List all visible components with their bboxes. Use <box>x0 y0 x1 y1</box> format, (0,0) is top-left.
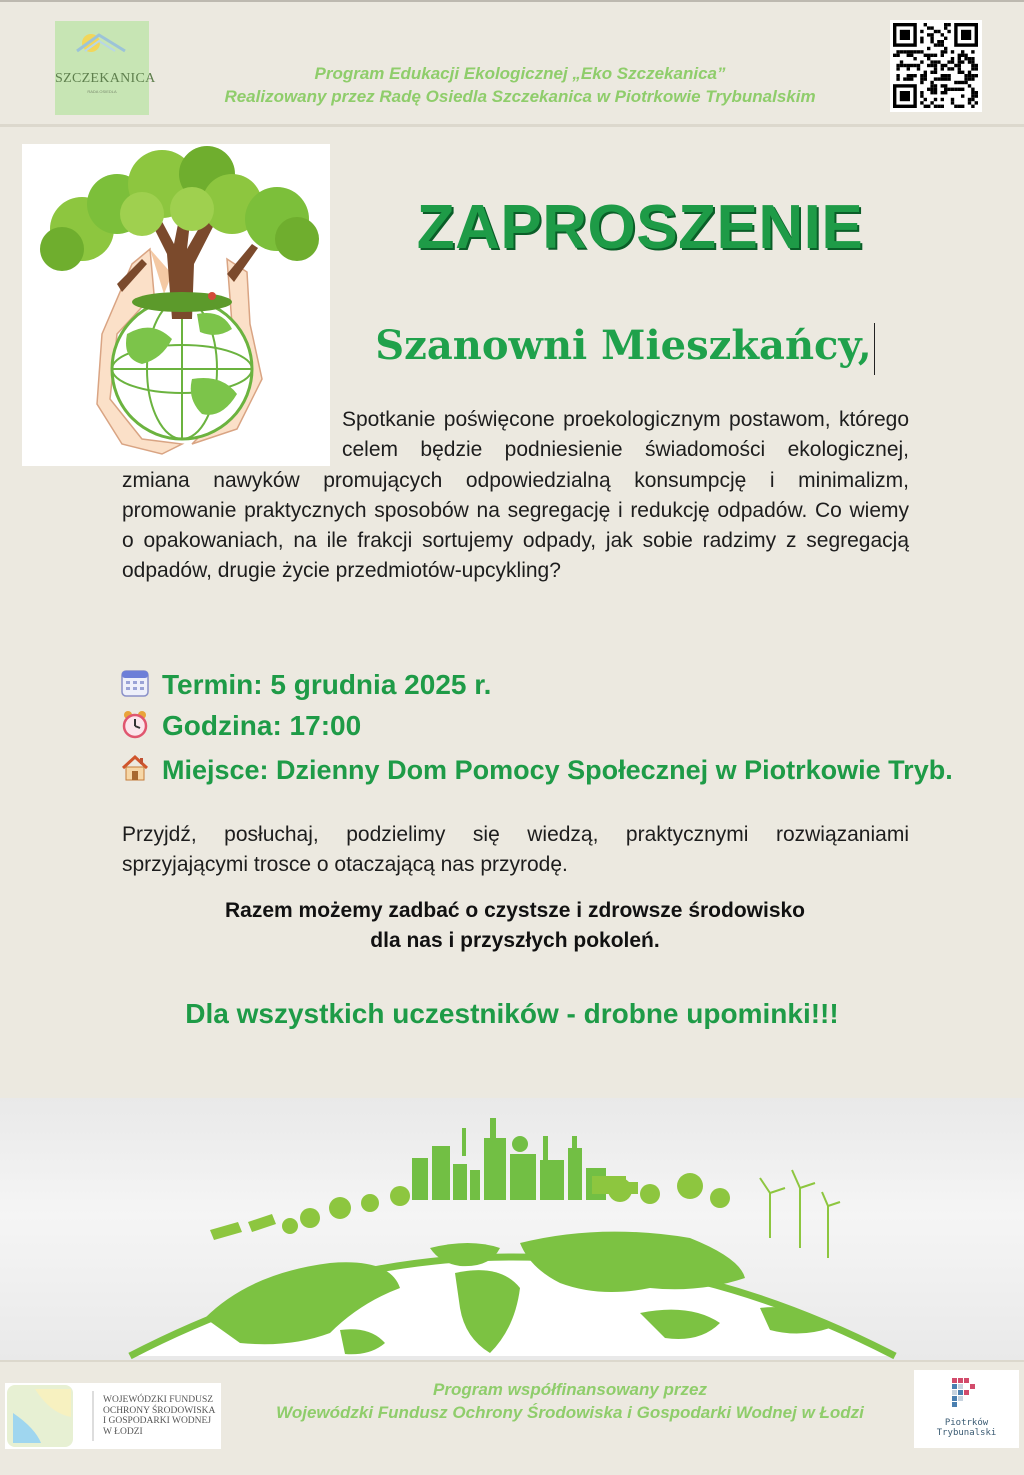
cofinancing-line-1: Program współfinansowany przez <box>433 1380 707 1399</box>
wfosigw-line: W ŁODZI <box>103 1426 143 1437</box>
piotrkow-line: Piotrków <box>944 1418 989 1428</box>
eco-world-illustration <box>0 1098 1024 1360</box>
qr-code-icon[interactable] <box>890 20 982 112</box>
event-time-text: Godzina: 17:00 <box>162 710 362 741</box>
wfosigw-name <box>103 1395 215 1437</box>
event-date-text: Termin: 5 grudnia 2025 r. <box>162 669 492 700</box>
together-line-2: dla nas i przyszłych pokoleń. <box>370 929 660 953</box>
logo-name: SZCZEKANICA <box>55 71 156 86</box>
greeting <box>320 322 930 375</box>
invite-paragraph: Przyjdź, posłuchaj, podzielimy się wiedzą, praktycznymi rozwiązaniami sprzyjającymi trosce o otaczającą nas przyrodę. <box>122 823 909 877</box>
event-time <box>120 709 361 742</box>
szczekanica-logo <box>55 21 156 115</box>
wfosigw-logo[interactable] <box>5 1383 221 1449</box>
program-header <box>160 62 880 108</box>
program-name: Program Edukacji Ekologicznej „Eko Szczekanica” <box>314 64 726 83</box>
together-line-1: Razem możemy zadbać o czystsze i zdrowsze środowisko <box>224 899 806 922</box>
event-date <box>120 668 491 701</box>
event-place-text: Miejsce: Dzienny Dom Pomocy Społecznej w Piotrkowie Tryb. <box>162 755 953 785</box>
text-cursor <box>874 323 875 375</box>
page-title: ZAPROSZENIE <box>416 193 864 262</box>
together-statement <box>120 896 910 957</box>
calendar-icon <box>120 668 150 698</box>
water-drop-icon <box>5 1383 95 1449</box>
event-place <box>120 753 953 786</box>
gifts-announcement: Dla wszystkich uczestników - drobne upominki!!! <box>185 998 839 1029</box>
program-organizer: Realizowany przez Radę Osiedla Szczekanica w Piotrkowie Trybunalskim <box>224 87 816 106</box>
image-wrap-spacer <box>122 405 342 465</box>
piotrkow-p-icon <box>914 1370 1019 1418</box>
wfosigw-line: WOJEWÓDZKI FUNDUSZ <box>103 1395 214 1405</box>
cofinancing-line-2: Wojewódzki Fundusz Ochrony Środowiska i Gospodarki Wodnej w Łodzi <box>276 1403 864 1422</box>
wfosigw-line: I GOSPODARKI WODNEJ <box>103 1416 212 1426</box>
green-city-globe-icon <box>0 1098 1024 1360</box>
piotrkow-logo[interactable] <box>914 1370 1019 1448</box>
house-sun-icon <box>55 21 156 115</box>
piotrkow-line: Trybunalski <box>936 1428 997 1438</box>
qr-code-graphic <box>890 20 982 112</box>
header <box>0 0 1024 126</box>
house-icon <box>120 753 150 783</box>
header-divider <box>0 124 1024 127</box>
cofinancing-note <box>230 1378 910 1424</box>
piotrkow-name <box>914 1418 1019 1438</box>
alarm-clock-icon <box>120 709 150 739</box>
wfosigw-line: OCHRONY ŚRODOWISKA <box>103 1405 216 1416</box>
intro-text: Spotkanie poświęcone proekologicznym postawom, którego celem będzie podniesienie świadomości ekologicznej, zmiana nawyków promujących odpowiedzialną konsumpcję i minimalizm, promowanie praktycznych sposobów na segregację i redukcję odpadów. Co wiemy o opakowaniach, na ile frakcji sortujemy odpady, jak sobie radzimy z segregacją odpadów, drugie życie przedmiotów-upcykling? <box>122 408 909 583</box>
intro-paragraph <box>122 405 909 587</box>
logo-subtitle: RADA OSIEDLA <box>87 89 117 94</box>
greeting-text: Szanowni Mieszkańcy, <box>375 322 872 369</box>
